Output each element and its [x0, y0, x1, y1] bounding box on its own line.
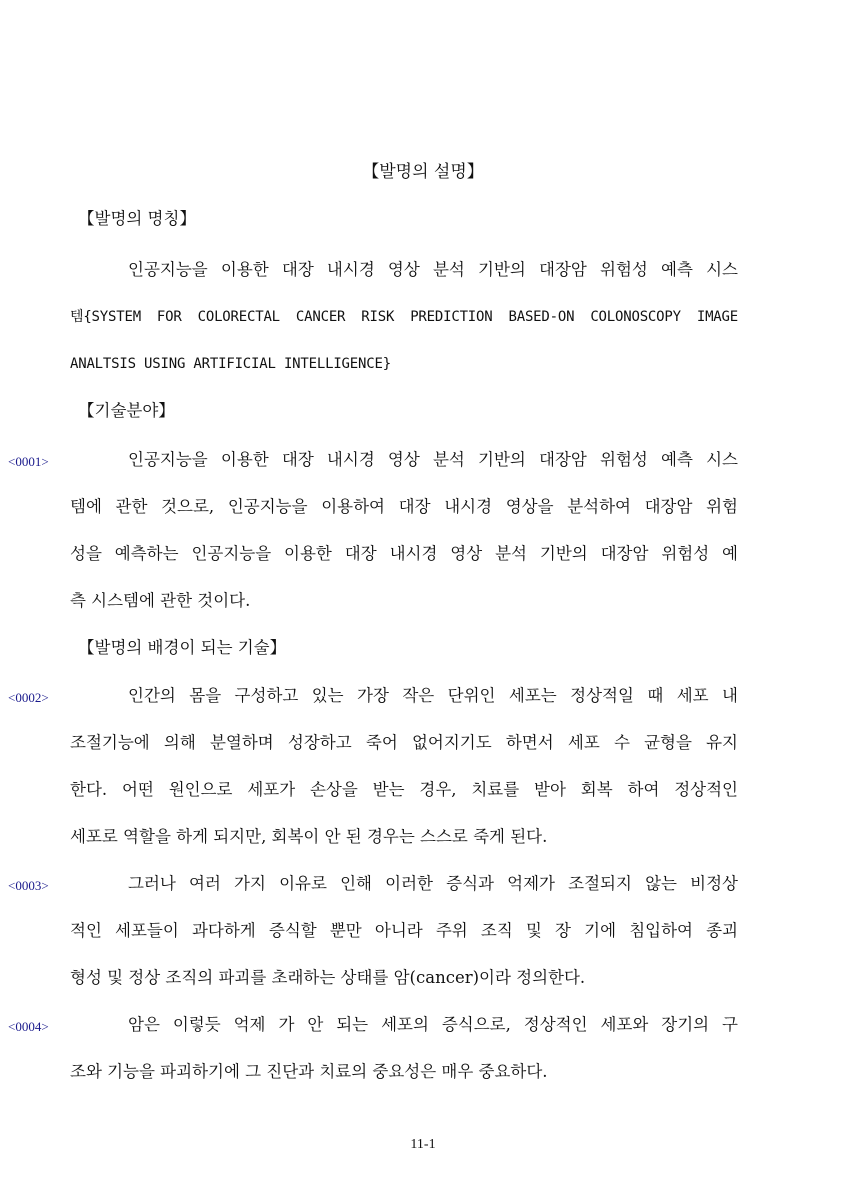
heading-invention-name: 【발명의 명칭】: [78, 209, 196, 228]
heading-background-art: 【발명의 배경이 되는 기술】: [78, 638, 287, 657]
paragraph-0004-line-2: 조와 기능을 파괴하기에 그 진단과 치료의 중요성은 매우 중요하다.: [70, 1062, 548, 1081]
paragraph-0002-line-3: 한다. 어떤 원인으로 세포가 손상을 받는 경우, 치료를 받아 회복 하여 정상적인: [70, 780, 738, 799]
paragraph-0003-line-1: 그러나 여러 가지 이유로 인해 이러한 증식과 억제가 조절되지 않는 비정상: [128, 874, 738, 893]
paragraph-0002-line-2: 조절기능에 의해 분열하며 성장하고 죽어 없어지기도 하면서 세포 수 균형을 유지: [70, 733, 738, 752]
paragraph-number-0004: <0004>: [8, 1019, 49, 1034]
paragraph-number-0001: <0001>: [8, 454, 49, 469]
paragraph-number-0003: <0003>: [8, 878, 49, 893]
paragraph-0002-line-4: 세포로 역할을 하게 되지만, 회복이 안 된 경우는 스스로 죽게 된다.: [70, 827, 548, 846]
paragraph-number-0002: <0002>: [8, 690, 49, 705]
page-number: 11-1: [410, 1137, 436, 1152]
heading-technical-field: 【기술분야】: [78, 401, 175, 420]
paragraph-0001-line-3: 성을 예측하는 인공지능을 이용한 대장 내시경 영상 분석 기반의 대장암 위험성 예: [70, 544, 738, 563]
paragraph-0003-line-2: 적인 세포들이 과다하게 증식할 뿐만 아니라 주위 조직 및 장 기에 침입하여 종괴: [70, 921, 738, 940]
paragraph-0004-line-1: 암은 이렇듯 억제 가 안 되는 세포의 증식으로, 정상적인 세포와 장기의 구: [128, 1015, 738, 1034]
paragraph-0002-line-1: 인간의 몸을 구성하고 있는 가장 작은 단위인 세포는 정상적일 때 세포 내: [128, 686, 738, 705]
invention-title-line-2: 템{SYSTEM FOR COLORECTAL CANCER RISK PREDICTION BASED-ON COLONOSCOPY IMAGE: [70, 309, 738, 325]
paragraph-0001-line-4: 측 시스템에 관한 것이다.: [70, 591, 251, 610]
section-title: 【발명의 설명】: [362, 162, 484, 182]
invention-title-line-3: ANALTSIS USING ARTIFICIAL INTELLIGENCE}: [70, 356, 391, 372]
paragraph-0003-line-3: 형성 및 정상 조직의 파괴를 초래하는 상태를 암(cancer)이라 정의한다.: [70, 968, 586, 987]
paragraph-0001-line-1: 인공지능을 이용한 대장 내시경 영상 분석 기반의 대장암 위험성 예측 시스: [128, 450, 738, 469]
paragraph-0001-line-2: 템에 관한 것으로, 인공지능을 이용하여 대장 내시경 영상을 분석하여 대장암 위험: [70, 497, 738, 516]
invention-title-line-1: 인공지능을 이용한 대장 내시경 영상 분석 기반의 대장암 위험성 예측 시스: [128, 260, 738, 279]
